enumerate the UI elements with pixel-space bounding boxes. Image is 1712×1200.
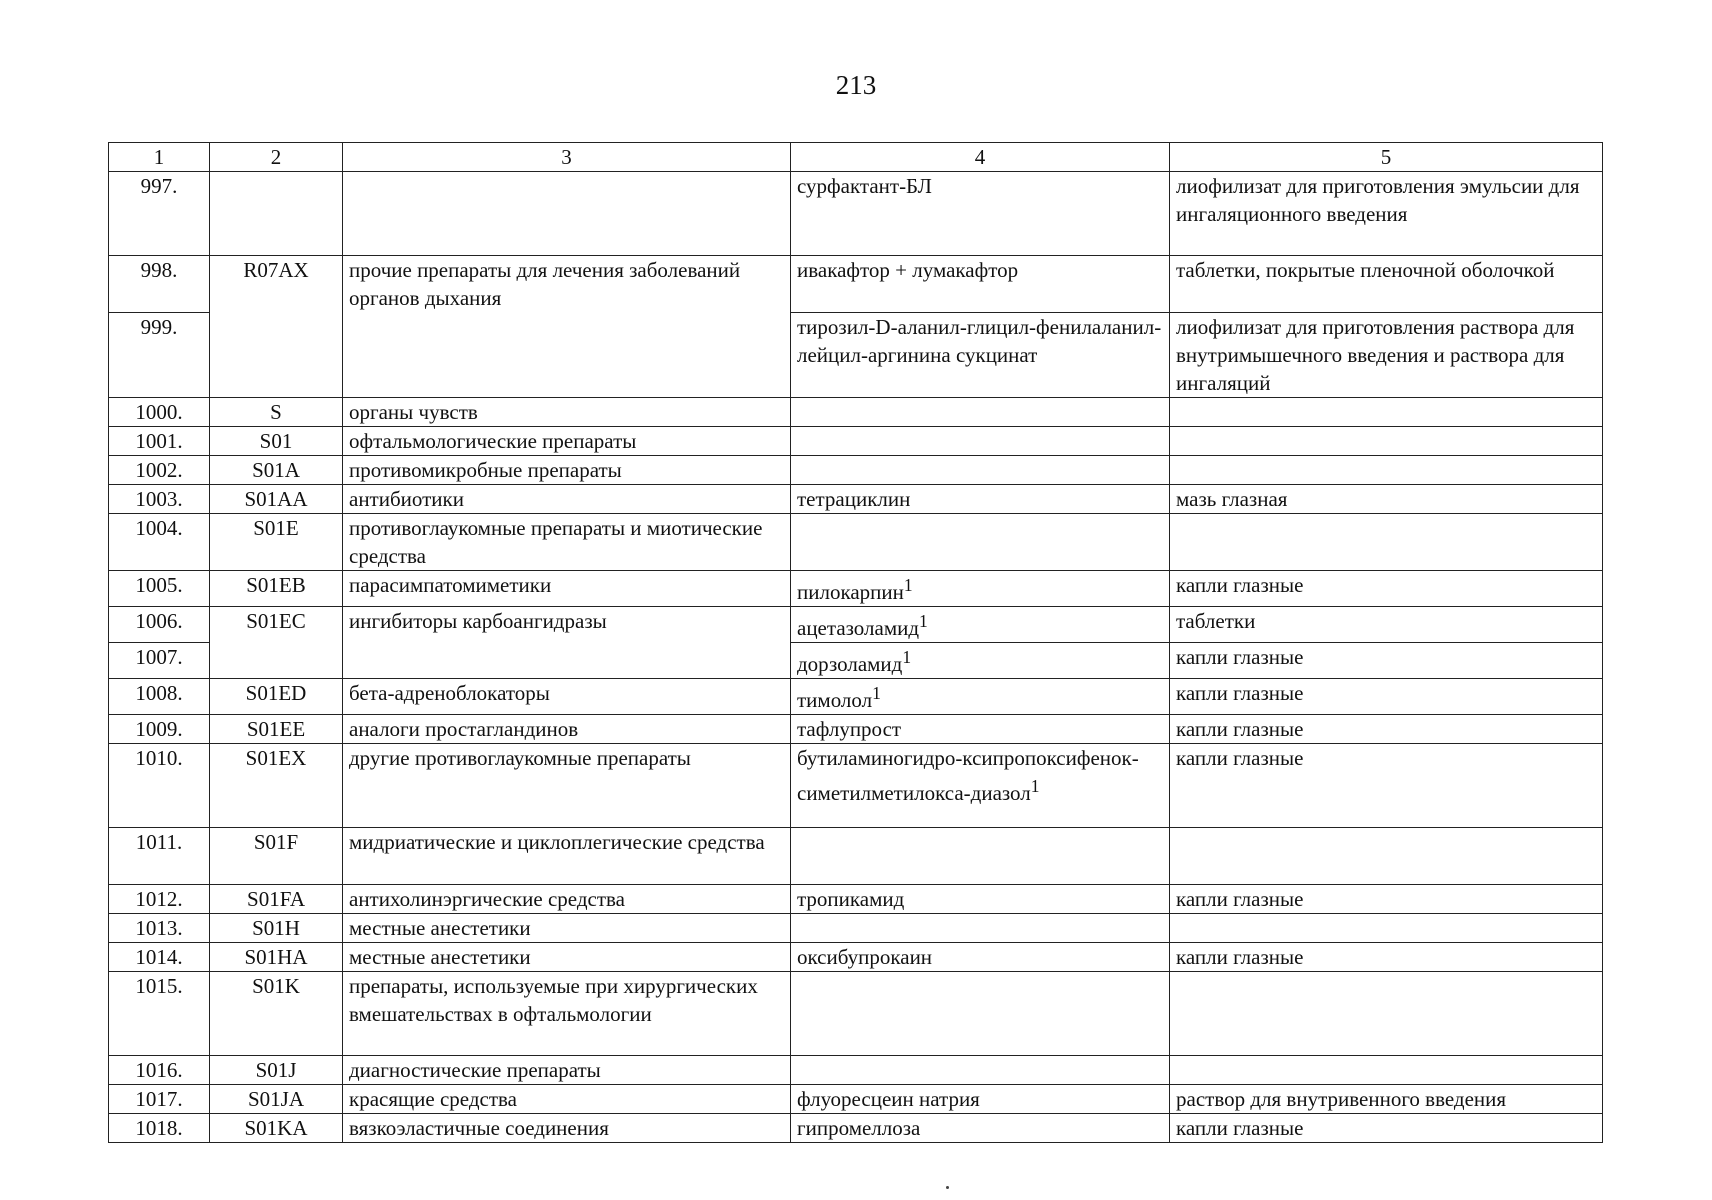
drug-name: [791, 744, 1170, 828]
row-number: 1011.: [109, 828, 210, 885]
row-number: 1014.: [109, 943, 210, 972]
drug-name: тропикамид: [791, 885, 1170, 914]
group-name: красящие средства: [343, 1085, 791, 1114]
table-row: [109, 744, 1603, 828]
footnote-marker: 1: [902, 647, 912, 667]
group-name: офтальмологические препараты: [343, 427, 791, 456]
dosage-form: лиофилизат для приготовления раствора для внутримышечного введения и раствора для ингаляций: [1170, 313, 1603, 398]
group-name: парасимпатомиметики: [343, 571, 791, 607]
table-row: [109, 514, 1603, 571]
atc-code: S01EC: [210, 607, 343, 679]
atc-code: S01ED: [210, 679, 343, 715]
dosage-form: [1170, 514, 1603, 571]
atc-code: S01H: [210, 914, 343, 943]
atc-code: S: [210, 398, 343, 427]
table-row: [109, 607, 1603, 643]
drug-name-text: пилокарпин: [797, 580, 904, 604]
table-row: [109, 1114, 1603, 1143]
row-number: 1015.: [109, 972, 210, 1056]
dosage-form: таблетки, покрытые пленочной оболочкой: [1170, 256, 1603, 313]
dosage-form: [1170, 972, 1603, 1056]
dosage-form: таблетки: [1170, 607, 1603, 643]
dosage-form: [1170, 427, 1603, 456]
drug-name: [791, 514, 1170, 571]
table-row: [109, 943, 1603, 972]
row-number: 1008.: [109, 679, 210, 715]
drug-name: [791, 972, 1170, 1056]
table-row: [109, 427, 1603, 456]
row-number: 1013.: [109, 914, 210, 943]
row-number: 1002.: [109, 456, 210, 485]
group-name: бета-адреноблокаторы: [343, 679, 791, 715]
atc-code: S01KA: [210, 1114, 343, 1143]
atc-code: S01: [210, 427, 343, 456]
drug-name: гипромеллоза: [791, 1114, 1170, 1143]
drug-name-text: ацетазоламид: [797, 616, 920, 640]
row-number: 1010.: [109, 744, 210, 828]
dosage-form: капли глазные: [1170, 679, 1603, 715]
drug-name-text: тимолол: [797, 688, 873, 712]
dosage-form: раствор для внутривенного введения: [1170, 1085, 1603, 1114]
table-row: [109, 398, 1603, 427]
row-number: 1003.: [109, 485, 210, 514]
table-row: [109, 828, 1603, 885]
drug-name: тетрациклин: [791, 485, 1170, 514]
group-name: препараты, используемые при хирургических вмешательствах в офтальмологии: [343, 972, 791, 1056]
table-row: [109, 571, 1603, 607]
row-number: 1012.: [109, 885, 210, 914]
table-row: [109, 679, 1603, 715]
group-name: противомикробные препараты: [343, 456, 791, 485]
row-number: 999.: [109, 313, 210, 398]
atc-code: S01EB: [210, 571, 343, 607]
header-cell: 1: [109, 143, 210, 172]
scan-speck: [946, 1186, 949, 1189]
footnote-marker: 1: [903, 575, 913, 595]
drug-name: сурфактант-БЛ: [791, 172, 1170, 256]
atc-code: S01AA: [210, 485, 343, 514]
dosage-form: [1170, 1056, 1603, 1085]
row-number: 1018.: [109, 1114, 210, 1143]
atc-code: S01JA: [210, 1085, 343, 1114]
table-row: [109, 885, 1603, 914]
row-number: 1007.: [109, 643, 210, 679]
drug-name-text: бутиламиногидро-ксипропоксифенок-симетилметилокса-диазол: [797, 746, 1139, 805]
drug-name: [791, 427, 1170, 456]
dosage-form: капли глазные: [1170, 571, 1603, 607]
group-name: вязкоэластичные соединения: [343, 1114, 791, 1143]
atc-code: S01EX: [210, 744, 343, 828]
dosage-form: капли глазные: [1170, 943, 1603, 972]
header-cell: 5: [1170, 143, 1603, 172]
drug-name: флуоресцеин натрия: [791, 1085, 1170, 1114]
row-number: 997.: [109, 172, 210, 256]
table-row: [109, 972, 1603, 1056]
group-name: ингибиторы карбоангидразы: [343, 607, 791, 679]
header-cell: 4: [791, 143, 1170, 172]
group-name: органы чувств: [343, 398, 791, 427]
group-name: противоглаукомные препараты и миотические средства: [343, 514, 791, 571]
drug-name: [791, 398, 1170, 427]
atc-code: S01F: [210, 828, 343, 885]
drug-name: [791, 828, 1170, 885]
drug-name: [791, 571, 1170, 607]
dosage-form: капли глазные: [1170, 715, 1603, 744]
atc-code: S01E: [210, 514, 343, 571]
atc-code: R07AX: [210, 256, 343, 398]
atc-code: S01K: [210, 972, 343, 1056]
row-number: 1001.: [109, 427, 210, 456]
table-row: [109, 1056, 1603, 1085]
footnote-marker: 1: [872, 683, 881, 703]
group-name: антибиотики: [343, 485, 791, 514]
dosage-form: капли глазные: [1170, 885, 1603, 914]
dosage-form: капли глазные: [1170, 643, 1603, 679]
table-row: [109, 172, 1603, 256]
atc-code: S01EE: [210, 715, 343, 744]
group-name: местные анестетики: [343, 914, 791, 943]
dosage-form: [1170, 398, 1603, 427]
row-number: 1017.: [109, 1085, 210, 1114]
drug-name-text: дорзоламид: [797, 652, 903, 676]
drug-name: [791, 607, 1170, 643]
drug-registry-table: [108, 142, 1603, 1143]
atc-code: S01HA: [210, 943, 343, 972]
dosage-form: капли глазные: [1170, 744, 1603, 828]
header-cell: 2: [210, 143, 343, 172]
drug-name: [791, 456, 1170, 485]
header-cell: 3: [343, 143, 791, 172]
group-name: аналоги простагландинов: [343, 715, 791, 744]
row-number: 1009.: [109, 715, 210, 744]
table-row: [109, 1085, 1603, 1114]
atc-code: S01A: [210, 456, 343, 485]
dosage-form: лиофилизат для приготовления эмульсии для ингаляционного введения: [1170, 172, 1603, 256]
group-name: прочие препараты для лечения заболеваний органов дыхания: [343, 256, 791, 398]
dosage-form: мазь глазная: [1170, 485, 1603, 514]
footnote-marker: 1: [1030, 776, 1040, 796]
group-name: антихолинэргические средства: [343, 885, 791, 914]
table-row: [109, 256, 1603, 313]
drug-name: ивакафтор + лумакафтор: [791, 256, 1170, 313]
row-number: 1005.: [109, 571, 210, 607]
dosage-form: [1170, 914, 1603, 943]
drug-name: тирозил-D-аланил-глицил-фенилаланил-лейцил-аргинина сукцинат: [791, 313, 1170, 398]
row-number: 1004.: [109, 514, 210, 571]
dosage-form: капли глазные: [1170, 1114, 1603, 1143]
footnote-marker: 1: [919, 611, 928, 631]
atc-code: [210, 172, 343, 256]
group-name: другие противоглаукомные препараты: [343, 744, 791, 828]
row-number: 1000.: [109, 398, 210, 427]
group-name: мидриатические и циклоплегические средства: [343, 828, 791, 885]
group-name: местные анестетики: [343, 943, 791, 972]
drug-name: [791, 1056, 1170, 1085]
row-number: 1016.: [109, 1056, 210, 1085]
drug-name: [791, 914, 1170, 943]
drug-name: [791, 679, 1170, 715]
page-number: 213: [835, 70, 877, 100]
drug-name: тафлупрост: [791, 715, 1170, 744]
atc-code: S01FA: [210, 885, 343, 914]
table-row: [109, 715, 1603, 744]
group-name: [343, 172, 791, 256]
row-number: 998.: [109, 256, 210, 313]
atc-code: S01J: [210, 1056, 343, 1085]
row-number: 1006.: [109, 607, 210, 643]
table-row: [109, 914, 1603, 943]
dosage-form: [1170, 456, 1603, 485]
dosage-form: [1170, 828, 1603, 885]
group-name: диагностические препараты: [343, 1056, 791, 1085]
drug-name: [791, 643, 1170, 679]
table-row: [109, 456, 1603, 485]
header-row: [109, 143, 1603, 172]
table-row: [109, 485, 1603, 514]
drug-name: оксибупрокаин: [791, 943, 1170, 972]
